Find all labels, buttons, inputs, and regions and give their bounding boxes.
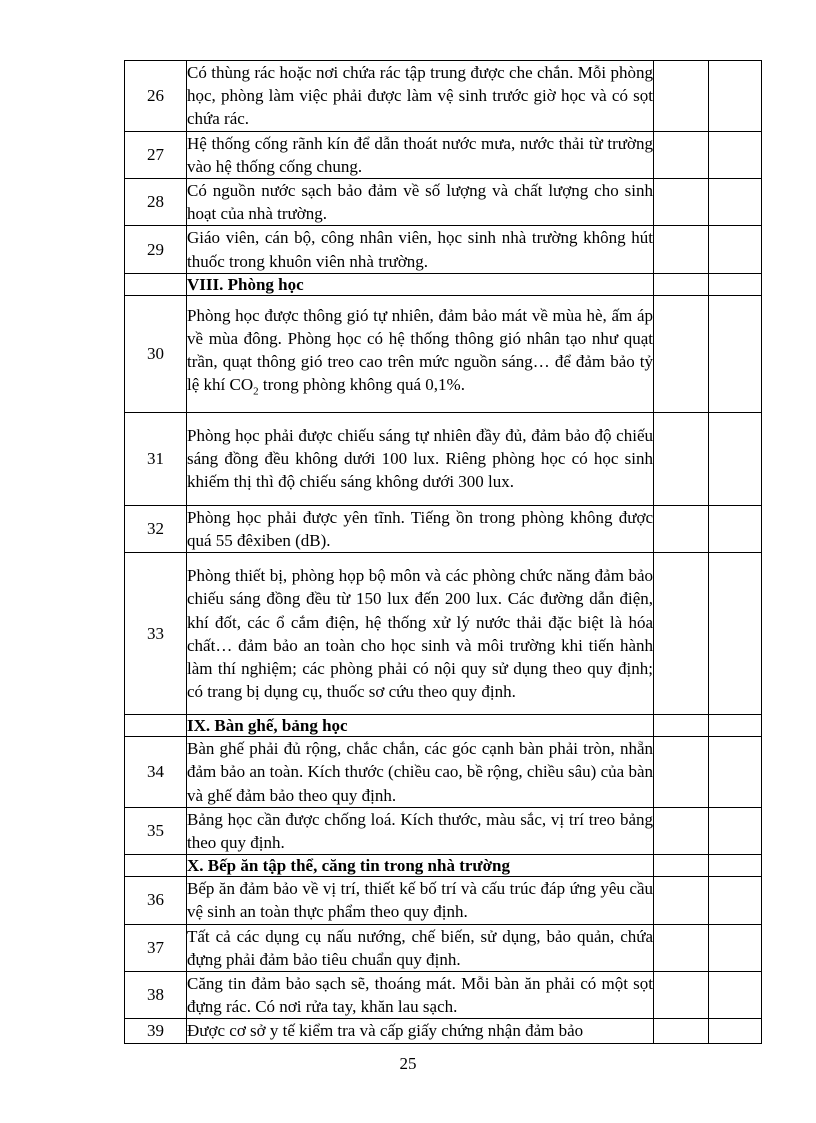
row-number: 36 (125, 877, 187, 924)
row-number-empty (125, 273, 187, 295)
section-row (125, 855, 762, 877)
subscript-text: 2 (253, 385, 259, 398)
mark-cell (709, 553, 762, 715)
mark-cell (654, 412, 709, 505)
row-content: Tất cả các dụng cụ nấu nướng, chế biến, sử dụng, bảo quản, chứa đựng phải đảm bảo tiêu chuẩn quy định. (187, 924, 654, 971)
section-heading: X. Bếp ăn tập thể, căng tin trong nhà trường (187, 855, 654, 877)
mark-cell (709, 737, 762, 808)
row-number: 30 (125, 295, 187, 412)
row-content: Giáo viên, cán bộ, công nhân viên, học sinh nhà trường không hút thuốc trong khuôn viên nhà trường. (187, 226, 654, 273)
row-number-empty (125, 855, 187, 877)
mark-cell (709, 179, 762, 226)
row-content: Được cơ sở y tế kiểm tra và cấp giấy chứng nhận đảm bảo (187, 1019, 654, 1043)
row-number: 29 (125, 226, 187, 273)
row-number: 27 (125, 131, 187, 178)
mark-cell (709, 1019, 762, 1043)
row-number: 26 (125, 61, 187, 132)
section-row (125, 273, 762, 295)
row-content (187, 295, 654, 412)
table-row (125, 505, 762, 552)
mark-cell (654, 807, 709, 854)
table-row (125, 61, 762, 132)
row-number: 38 (125, 972, 187, 1019)
row-content-text: Phòng học được thông gió tự nhiên, đảm bảo mát về mùa hè, ấm áp về mùa đông. Phòng học có hệ thống thông gió nhân tạo như quạt trần, quạt thông gió treo cao trên mức nguồn sáng… để đảm bảo tỷ lệ khí CO (187, 305, 653, 395)
mark-cell (654, 295, 709, 412)
row-content: Phòng học phải được yên tĩnh. Tiếng ồn trong phòng không được quá 55 đêxiben (dB). (187, 505, 654, 552)
mark-cell (709, 226, 762, 273)
mark-cell (709, 505, 762, 552)
table-row (125, 131, 762, 178)
mark-cell (654, 131, 709, 178)
mark-cell (709, 972, 762, 1019)
section-heading: VIII. Phòng học (187, 273, 654, 295)
mark-cell (654, 877, 709, 924)
table-row (125, 1019, 762, 1043)
mark-cell (654, 226, 709, 273)
row-content: Bảng học cần được chống loá. Kích thước, màu sắc, vị trí treo bảng theo quy định. (187, 807, 654, 854)
mark-cell (709, 715, 762, 737)
mark-cell (709, 273, 762, 295)
table-row (125, 877, 762, 924)
row-number-empty (125, 715, 187, 737)
table-row (125, 179, 762, 226)
mark-cell (654, 505, 709, 552)
mark-cell (654, 855, 709, 877)
checklist-table (124, 60, 762, 1044)
mark-cell (654, 553, 709, 715)
table-row (125, 412, 762, 505)
mark-cell (709, 924, 762, 971)
mark-cell (654, 972, 709, 1019)
mark-cell (709, 877, 762, 924)
page-number: 25 (399, 1054, 417, 1073)
table-row (125, 295, 762, 412)
mark-cell (654, 273, 709, 295)
mark-cell (654, 737, 709, 808)
table-row (125, 553, 762, 715)
table-row (125, 226, 762, 273)
table-row (125, 924, 762, 971)
row-number: 31 (125, 412, 187, 505)
mark-cell (654, 1019, 709, 1043)
row-content: Bếp ăn đảm bảo về vị trí, thiết kế bố trí và cấu trúc đáp ứng yêu cầu vệ sinh an toàn thực phẩm theo quy định. (187, 877, 654, 924)
row-number: 39 (125, 1019, 187, 1043)
mark-cell (709, 807, 762, 854)
row-number: 33 (125, 553, 187, 715)
section-heading: IX. Bàn ghế, bảng học (187, 715, 654, 737)
row-content-text-cont: trong phòng không quá 0,1%. (258, 375, 465, 395)
row-content: Phòng học phải được chiếu sáng tự nhiên đầy đủ, đảm bảo độ chiếu sáng đồng đều không dưới 100 lux. Riêng phòng học có học sinh khiếm thị thì độ chiếu sáng không dưới 300 lux. (187, 412, 654, 505)
mark-cell (654, 179, 709, 226)
row-number: 32 (125, 505, 187, 552)
row-number: 37 (125, 924, 187, 971)
section-row (125, 715, 762, 737)
mark-cell (709, 412, 762, 505)
mark-cell (709, 855, 762, 877)
table-row (125, 737, 762, 808)
row-number: 34 (125, 737, 187, 808)
mark-cell (654, 924, 709, 971)
mark-cell (654, 61, 709, 132)
row-number: 28 (125, 179, 187, 226)
row-number: 35 (125, 807, 187, 854)
row-content: Phòng thiết bị, phòng họp bộ môn và các phòng chức năng đảm bảo chiếu sáng đồng đều từ 150 lux đến 200 lux. Các đường dẫn điện, khí đốt, các ổ cắm điện, hệ thống xử lý nước thải đặc biệt là hóa chất… đảm bảo an toàn cho học sinh và môi trường khi tiến hành làm thí nghiệm; các phòng phải có nội quy sử dụng theo quy định; có trang bị dụng cụ, thuốc sơ cứu theo quy định. (187, 553, 654, 715)
mark-cell (709, 61, 762, 132)
table-row (125, 807, 762, 854)
table-row (125, 972, 762, 1019)
row-content: Căng tin đảm bảo sạch sẽ, thoáng mát. Mỗi bàn ăn phải có một sọt đựng rác. Có nơi rửa tay, khăn lau sạch. (187, 972, 654, 1019)
mark-cell (709, 295, 762, 412)
row-content: Có thùng rác hoặc nơi chứa rác tập trung được che chắn. Mỗi phòng học, phòng làm việc phải được làm vệ sinh trước giờ học và có sọt chứa rác. (187, 61, 654, 132)
row-content: Bàn ghế phải đủ rộng, chắc chắn, các góc cạnh bàn phải tròn, nhẵn đảm bảo an toàn. Kích thước (chiều cao, bề rộng, chiều sâu) của bàn và ghế đảm bảo theo quy định. (187, 737, 654, 808)
row-content: Hệ thống cống rãnh kín để dẫn thoát nước mưa, nước thải từ trường vào hệ thống cống chung. (187, 131, 654, 178)
row-content: Có nguồn nước sạch bảo đảm về số lượng và chất lượng cho sinh hoạt của nhà trường. (187, 179, 654, 226)
mark-cell (709, 131, 762, 178)
mark-cell (654, 715, 709, 737)
